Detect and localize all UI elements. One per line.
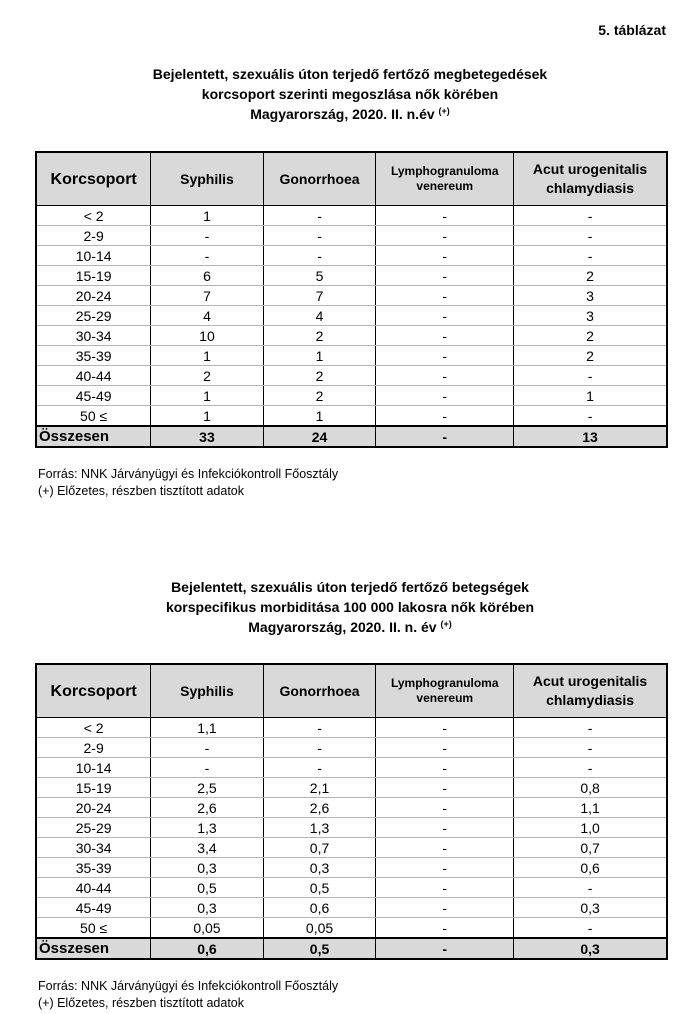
age-group-cell: 50 ≤ bbox=[36, 406, 151, 427]
value-cell: 1 bbox=[151, 346, 263, 366]
preliminary-note: (+) Előzetes, részben tisztított adatok bbox=[38, 996, 244, 1010]
total-label: Összesen bbox=[36, 426, 151, 447]
value-cell: - bbox=[514, 758, 667, 778]
value-cell: 1,1 bbox=[151, 718, 263, 738]
value-cell: - bbox=[376, 226, 514, 246]
value-cell: - bbox=[263, 758, 376, 778]
value-cell: 2 bbox=[514, 266, 667, 286]
total-row bbox=[36, 426, 667, 447]
value-cell: - bbox=[376, 366, 514, 386]
value-cell: - bbox=[514, 878, 667, 898]
value-cell: - bbox=[376, 718, 514, 738]
total-row bbox=[36, 938, 667, 959]
value-cell: 10 bbox=[151, 326, 263, 346]
table1-title bbox=[0, 64, 700, 124]
age-group-cell: 10-14 bbox=[36, 758, 151, 778]
total-value: - bbox=[376, 938, 514, 959]
value-cell: - bbox=[376, 326, 514, 346]
header-chlamydiasis: Acut urogenitalis chlamydiasis bbox=[514, 664, 667, 718]
value-cell: 0,3 bbox=[263, 858, 376, 878]
value-cell: 0,05 bbox=[151, 918, 263, 939]
value-cell: - bbox=[376, 306, 514, 326]
table-row bbox=[36, 778, 667, 798]
total-label: Összesen bbox=[36, 938, 151, 959]
source-note: Forrás: NNK Járványügyi és Infekciókontroll Főosztály bbox=[38, 467, 339, 481]
value-cell: 0,3 bbox=[151, 858, 263, 878]
table1 bbox=[35, 151, 668, 448]
header-lymphogranuloma: Lymphogranuloma venereum bbox=[376, 664, 514, 718]
value-cell: 0,05 bbox=[263, 918, 376, 939]
table-row bbox=[36, 878, 667, 898]
value-cell: 3,4 bbox=[151, 838, 263, 858]
table-row bbox=[36, 286, 667, 306]
age-group-cell: 15-19 bbox=[36, 266, 151, 286]
value-cell: 7 bbox=[263, 286, 376, 306]
value-cell: - bbox=[514, 246, 667, 266]
table1-title-line: Magyarország, 2020. II. n.év (+) bbox=[250, 106, 450, 122]
value-cell: 1,0 bbox=[514, 818, 667, 838]
age-group-cell: 45-49 bbox=[36, 898, 151, 918]
header-syphilis: Syphilis bbox=[151, 664, 263, 718]
value-cell: 0,8 bbox=[514, 778, 667, 798]
table-row bbox=[36, 858, 667, 878]
value-cell: - bbox=[376, 286, 514, 306]
value-cell: 2 bbox=[514, 326, 667, 346]
table-row bbox=[36, 898, 667, 918]
table-row bbox=[36, 226, 667, 246]
table-row bbox=[36, 326, 667, 346]
age-group-cell: < 2 bbox=[36, 206, 151, 226]
value-cell: - bbox=[151, 226, 263, 246]
value-cell: 4 bbox=[263, 306, 376, 326]
table-row bbox=[36, 918, 667, 939]
value-cell: - bbox=[514, 366, 667, 386]
age-group-cell: 2-9 bbox=[36, 738, 151, 758]
value-cell: 3 bbox=[514, 306, 667, 326]
value-cell: 7 bbox=[151, 286, 263, 306]
value-cell: 6 bbox=[151, 266, 263, 286]
table-row bbox=[36, 838, 667, 858]
value-cell: 2,5 bbox=[151, 778, 263, 798]
value-cell: 1 bbox=[151, 206, 263, 226]
value-cell: - bbox=[376, 838, 514, 858]
total-value: 0,6 bbox=[151, 938, 263, 959]
value-cell: 2 bbox=[263, 366, 376, 386]
table1-title-line: Bejelentett, szexuális úton terjedő fertőző megbetegedések bbox=[152, 66, 548, 82]
age-group-cell: 35-39 bbox=[36, 346, 151, 366]
value-cell: - bbox=[151, 246, 263, 266]
table-row bbox=[36, 406, 667, 427]
value-cell: - bbox=[376, 758, 514, 778]
value-cell: - bbox=[376, 778, 514, 798]
value-cell: - bbox=[514, 918, 667, 939]
value-cell: - bbox=[514, 226, 667, 246]
value-cell: - bbox=[376, 346, 514, 366]
table-row bbox=[36, 718, 667, 738]
table2-header-row bbox=[36, 664, 667, 718]
value-cell: - bbox=[514, 718, 667, 738]
value-cell: - bbox=[376, 898, 514, 918]
value-cell: - bbox=[376, 818, 514, 838]
value-cell: - bbox=[376, 878, 514, 898]
value-cell: 1 bbox=[151, 386, 263, 406]
table2-title bbox=[0, 577, 700, 637]
value-cell: 2 bbox=[263, 326, 376, 346]
age-group-cell: 50 ≤ bbox=[36, 918, 151, 939]
value-cell: 2 bbox=[263, 386, 376, 406]
total-value: 0,3 bbox=[514, 938, 667, 959]
value-cell: - bbox=[263, 718, 376, 738]
age-group-cell: 30-34 bbox=[36, 326, 151, 346]
table-row bbox=[36, 758, 667, 778]
value-cell: 0,5 bbox=[263, 878, 376, 898]
value-cell: - bbox=[376, 738, 514, 758]
value-cell: - bbox=[376, 266, 514, 286]
value-cell: 2,1 bbox=[263, 778, 376, 798]
table-row bbox=[36, 346, 667, 366]
source-note: Forrás: NNK Járványügyi és Infekciókontroll Főosztály bbox=[38, 979, 339, 993]
table2 bbox=[35, 663, 668, 960]
value-cell: 1,1 bbox=[514, 798, 667, 818]
header-gonorrhoea: Gonorrhoea bbox=[263, 664, 376, 718]
total-value: 0,5 bbox=[263, 938, 376, 959]
table1-header-row bbox=[36, 152, 667, 206]
value-cell: - bbox=[263, 226, 376, 246]
value-cell: 1 bbox=[263, 406, 376, 427]
value-cell: - bbox=[263, 738, 376, 758]
value-cell: - bbox=[151, 758, 263, 778]
value-cell: - bbox=[376, 858, 514, 878]
total-value: 33 bbox=[151, 426, 263, 447]
age-group-cell: 20-24 bbox=[36, 286, 151, 306]
value-cell: 2,6 bbox=[151, 798, 263, 818]
value-cell: 2 bbox=[151, 366, 263, 386]
value-cell: - bbox=[514, 206, 667, 226]
table-row bbox=[36, 798, 667, 818]
table2-notes bbox=[38, 978, 338, 1012]
age-group-cell: 40-44 bbox=[36, 366, 151, 386]
table-row bbox=[36, 738, 667, 758]
table-number: 5. táblázat bbox=[598, 22, 666, 38]
age-group-cell: 25-29 bbox=[36, 818, 151, 838]
value-cell: 2 bbox=[514, 346, 667, 366]
value-cell: 1 bbox=[151, 406, 263, 427]
age-group-cell: 35-39 bbox=[36, 858, 151, 878]
value-cell: 1 bbox=[263, 346, 376, 366]
preliminary-note: (+) Előzetes, részben tisztított adatok bbox=[38, 484, 244, 498]
table2-title-line: Magyarország, 2020. II. n. év (+) bbox=[248, 619, 452, 635]
value-cell: - bbox=[376, 386, 514, 406]
value-cell: 0,7 bbox=[514, 838, 667, 858]
value-cell: - bbox=[151, 738, 263, 758]
value-cell: - bbox=[376, 798, 514, 818]
table-row bbox=[36, 386, 667, 406]
age-group-cell: 10-14 bbox=[36, 246, 151, 266]
age-group-cell: 20-24 bbox=[36, 798, 151, 818]
value-cell: 1,3 bbox=[263, 818, 376, 838]
value-cell: 4 bbox=[151, 306, 263, 326]
table-row bbox=[36, 306, 667, 326]
header-age-group: Korcsoport bbox=[36, 664, 151, 718]
value-cell: - bbox=[514, 738, 667, 758]
table-row bbox=[36, 206, 667, 226]
value-cell: 0,3 bbox=[514, 898, 667, 918]
age-group-cell: 25-29 bbox=[36, 306, 151, 326]
table1-title-line: korcsoport szerinti megoszlása nők körében bbox=[201, 86, 499, 102]
table-row bbox=[36, 366, 667, 386]
header-chlamydiasis: Acut urogenitalis chlamydiasis bbox=[514, 152, 667, 206]
value-cell: 0,3 bbox=[151, 898, 263, 918]
value-cell: - bbox=[376, 918, 514, 939]
header-lymphogranuloma: Lymphogranuloma venereum bbox=[376, 152, 514, 206]
table2-title-line: Bejelentett, szexuális úton terjedő fertőző betegségek bbox=[171, 579, 529, 595]
value-cell: - bbox=[376, 406, 514, 427]
value-cell: 0,7 bbox=[263, 838, 376, 858]
value-cell: 5 bbox=[263, 266, 376, 286]
age-group-cell: 15-19 bbox=[36, 778, 151, 798]
value-cell: - bbox=[376, 246, 514, 266]
value-cell: 1 bbox=[514, 386, 667, 406]
value-cell: 0,6 bbox=[514, 858, 667, 878]
total-value: - bbox=[376, 426, 514, 447]
table-row bbox=[36, 266, 667, 286]
age-group-cell: 45-49 bbox=[36, 386, 151, 406]
value-cell: - bbox=[263, 246, 376, 266]
value-cell: 3 bbox=[514, 286, 667, 306]
table-row bbox=[36, 246, 667, 266]
age-group-cell: 40-44 bbox=[36, 878, 151, 898]
value-cell: 0,5 bbox=[151, 878, 263, 898]
total-value: 24 bbox=[263, 426, 376, 447]
value-cell: 2,6 bbox=[263, 798, 376, 818]
total-value: 13 bbox=[514, 426, 667, 447]
value-cell: 1,3 bbox=[151, 818, 263, 838]
table1-notes bbox=[38, 466, 338, 500]
preliminary-marker: (+) bbox=[440, 619, 452, 629]
preliminary-marker: (+) bbox=[438, 106, 450, 116]
value-cell: - bbox=[263, 206, 376, 226]
table-row bbox=[36, 818, 667, 838]
table2-title-line: korspecifikus morbiditása 100 000 lakosra nők körében bbox=[165, 599, 535, 615]
value-cell: - bbox=[376, 206, 514, 226]
header-gonorrhoea: Gonorrhoea bbox=[263, 152, 376, 206]
age-group-cell: 30-34 bbox=[36, 838, 151, 858]
header-syphilis: Syphilis bbox=[151, 152, 263, 206]
age-group-cell: < 2 bbox=[36, 718, 151, 738]
header-age-group: Korcsoport bbox=[36, 152, 151, 206]
value-cell: 0,6 bbox=[263, 898, 376, 918]
age-group-cell: 2-9 bbox=[36, 226, 151, 246]
value-cell: - bbox=[514, 406, 667, 427]
